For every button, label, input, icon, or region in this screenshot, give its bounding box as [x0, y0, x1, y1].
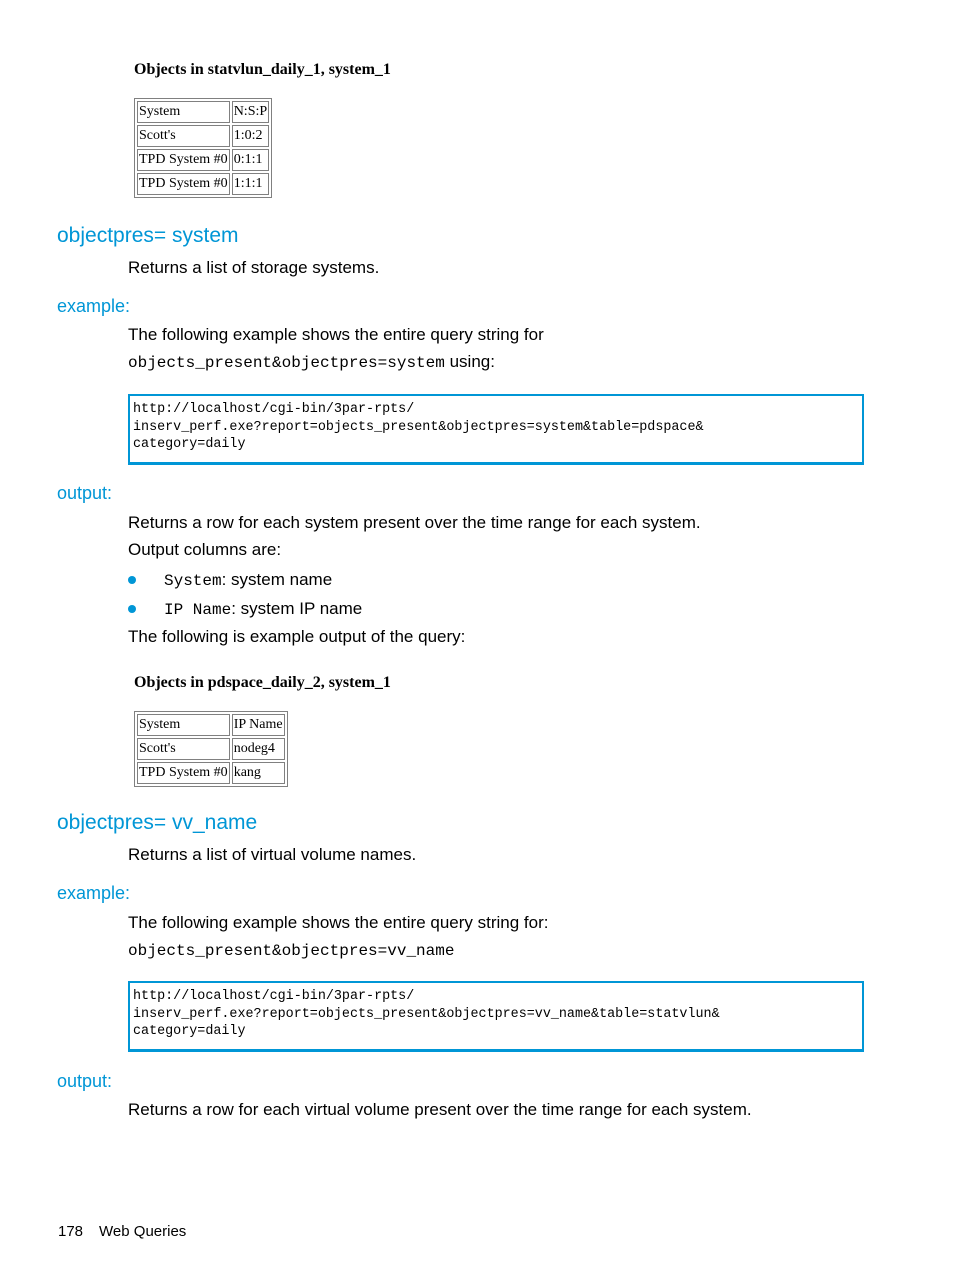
column-desc: : system name [221, 570, 333, 589]
table-cell: Scott's [137, 738, 230, 760]
section-heading-vv-name: objectpres= vv_name [57, 811, 258, 834]
output-text: Returns a row for each virtual volume present over the time range for each system. [128, 1100, 752, 1119]
table-cell: Scott's [137, 125, 230, 147]
output-label: output: [57, 483, 113, 503]
example-text: The following example shows the entire query string for [128, 325, 544, 344]
table-row [137, 762, 285, 784]
example-label: example: [57, 296, 131, 316]
table-cell: 1:0:2 [232, 125, 269, 147]
page-footer [58, 1223, 186, 1240]
example-text: The following example shows the entire query string for: [128, 913, 549, 932]
section-heading-system: objectpres= system [57, 224, 239, 247]
table2-title: Objects in pdspace_daily_2, system_1 [134, 674, 391, 691]
page-number: 178 [58, 1223, 84, 1240]
table-cell: System [137, 101, 230, 123]
column-item [164, 570, 332, 590]
bullet-icon [128, 605, 136, 613]
table-row [137, 101, 269, 123]
table-row [137, 738, 285, 760]
table-cell: IP Name [232, 714, 285, 736]
bullet-icon [128, 576, 136, 584]
column-item [164, 599, 362, 619]
code-block-vv-name [128, 981, 864, 1052]
table1-title: Objects in statvlun_daily_1, system_1 [134, 61, 391, 78]
example-code-line [128, 940, 454, 960]
section-description: Returns a list of virtual volume names. [128, 845, 417, 864]
code-block-system [128, 394, 864, 465]
example-output-intro: The following is example output of the query: [128, 627, 466, 646]
table-row [137, 714, 285, 736]
objects-table-statvlun [134, 98, 272, 198]
table-cell: TPD System #0 [137, 762, 230, 784]
output-label: output: [57, 1071, 113, 1091]
inline-code: objects_present&objectpres=system [128, 354, 445, 372]
table-cell: 1:1:1 [232, 173, 269, 195]
table-row [137, 125, 269, 147]
footer-section-title: Web Queries [99, 1223, 187, 1240]
inline-code: objects_present&objectpres=vv_name [128, 942, 455, 960]
code-line: http://localhost/cgi-bin/3par-rpts/ [133, 989, 415, 1004]
table-cell: nodeg4 [232, 738, 285, 760]
column-desc: : system IP name [231, 599, 363, 618]
table-cell: TPD System #0 [137, 173, 230, 195]
table-cell: N:S:P [232, 101, 269, 123]
output-text: Returns a row for each system present over the time range for each system. [128, 513, 701, 532]
code-line: http://localhost/cgi-bin/3par-rpts/ [133, 402, 415, 417]
code-line: inserv_perf.exe?report=objects_present&objectpres=system&table=pdspace& [133, 419, 704, 435]
table-cell: 0:1:1 [232, 149, 269, 171]
code-line: category=daily [133, 437, 246, 452]
code-line: category=daily [133, 1024, 246, 1039]
table-cell: System [137, 714, 230, 736]
example-code-line [128, 352, 495, 372]
inline-code: IP Name [164, 601, 232, 619]
table-row [137, 149, 269, 171]
example-suffix: using: [444, 352, 495, 371]
section-description: Returns a list of storage systems. [128, 258, 380, 277]
table-cell: kang [232, 762, 285, 784]
example-label: example: [57, 883, 131, 903]
code-line: inserv_perf.exe?report=objects_present&objectpres=vv_name&table=statvlun& [133, 1006, 720, 1022]
inline-code: System [164, 572, 222, 590]
objects-table-pdspace [134, 711, 288, 787]
table-row [137, 173, 269, 195]
table-cell: TPD System #0 [137, 149, 230, 171]
columns-intro: Output columns are: [128, 540, 282, 559]
